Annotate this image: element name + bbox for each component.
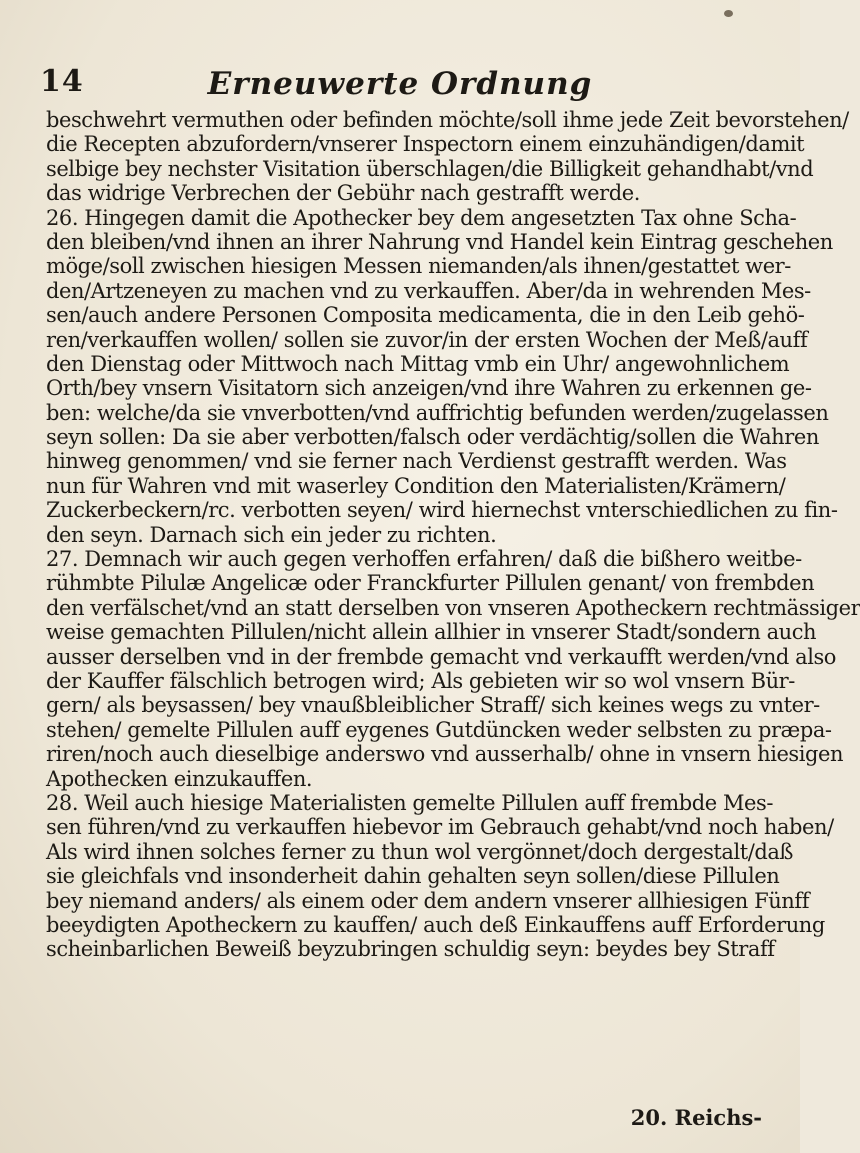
text-line: 28. Weil auch hiesige Materialisten gemelte Pillulen auff frembde Mes- bbox=[46, 790, 773, 815]
text-line: 26. Hingegen damit die Apothecker bey dem angesetzten Tax ohne Scha- bbox=[46, 205, 797, 230]
text-line: bey niemand anders/ als einem oder dem andern vnserer allhiesigen Fünff bbox=[46, 888, 810, 913]
text-line: den Dienstag oder Mittwoch nach Mittag vmb ein Uhr/ angewohnlichem bbox=[46, 351, 790, 376]
running-title: Erneuwerte Ordnung bbox=[207, 66, 593, 102]
text-line: stehen/ gemelte Pillulen auff eygenes Gutdüncken weder selbsten zu præpa- bbox=[46, 717, 832, 742]
text-line: das widrige Verbrechen der Gebühr nach gestrafft werde. bbox=[46, 181, 640, 206]
text-line: Als wird ihnen solches ferner zu thun wol vergönnet/doch dergestalt/daß bbox=[46, 839, 793, 864]
text-line: riren/noch auch dieselbige anderswo vnd ausserhalb/ ohne in vnsern hiesigen bbox=[46, 742, 844, 767]
text-line: den verfälschet/vnd an statt derselben von vnseren Apotheckern rechtmässiger bbox=[46, 595, 860, 620]
paper-speck bbox=[724, 10, 733, 17]
running-head bbox=[40, 62, 760, 102]
text-line: beeydigten Apotheckern zu kauffen/ auch deß Einkauffens auff Erforderung bbox=[46, 912, 825, 937]
text-line: den bleiben/vnd ihnen an ihrer Nahrung vnd Handel kein Eintrag geschehen bbox=[46, 229, 833, 254]
text-line: Zuckerbeckern/rc. verbotten seyen/ wird hiernechst vnterschiedlichen zu fin- bbox=[46, 498, 838, 523]
text-line: sie gleichfals vnd insonderheit dahin gehalten seyn sollen/diese Pillulen bbox=[46, 864, 780, 889]
text-line: möge/soll zwischen hiesigen Messen niemanden/als ihnen/gestattet wer- bbox=[46, 254, 791, 279]
catchword: 20. Reichs- bbox=[630, 1105, 762, 1130]
text-line: den/Artzeneyen zu machen vnd zu verkauffen. Aber/da in wehrenden Mes- bbox=[46, 278, 811, 303]
text-line: rühmbte Pilulæ Angelicæ oder Franckfurter Pillulen genant/ von frembden bbox=[46, 571, 815, 596]
text-line: nun für Wahren vnd mit waserley Condition den Materialisten/Krämern/ bbox=[46, 473, 786, 498]
text-line: der Kauffer fälschlich betrogen wird; Als gebieten wir so wol vnsern Bür- bbox=[46, 668, 795, 693]
page-number: 14 bbox=[40, 64, 84, 99]
text-line: gern/ als beysassen/ bey vnaußbleiblicher Straff/ sich keines wegs zu vnter- bbox=[46, 693, 820, 718]
text-line: Apothecken einzukauffen. bbox=[46, 766, 313, 791]
text-line: sen führen/vnd zu verkauffen hiebevor im Gebrauch gehabt/vnd noch haben/ bbox=[46, 815, 834, 840]
body-text bbox=[46, 108, 860, 962]
text-line: ben: welche/da sie vnverbotten/vnd auffrichtig befunden werden/zugelassen bbox=[46, 400, 829, 425]
text-line: ren/verkauffen wollen/ sollen sie zuvor/in der ersten Wochen der Meß/auff bbox=[46, 327, 808, 352]
text-line: hinweg genommen/ vnd sie ferner nach Verdienst gestrafft werden. Was bbox=[46, 449, 787, 474]
text-line: seyn sollen: Da sie aber verbotten/falsch oder verdächtig/sollen die Wahren bbox=[46, 425, 819, 450]
text-line: den seyn. Darnach sich ein jeder zu richten. bbox=[46, 522, 497, 547]
text-line: sen/auch andere Personen Composita medicamenta, die in den Leib gehö- bbox=[46, 303, 805, 328]
text-line: scheinbarlichen Beweiß beyzubringen schuldig seyn: beydes bey Straff bbox=[46, 937, 775, 962]
text-line: die Recepten abzufordern/vnserer Inspectorn einem einzuhändigen/damit bbox=[46, 132, 805, 157]
text-line: Orth/bey vnsern Visitatorn sich anzeigen/vnd ihre Wahren zu erkennen ge- bbox=[46, 376, 812, 401]
text-line: weise gemachten Pillulen/nicht allein allhier in vnserer Stadt/sondern auch bbox=[46, 620, 817, 645]
text-line: selbige bey nechster Visitation überschlagen/die Billigkeit gehandhabt/vnd bbox=[46, 156, 814, 181]
text-line: ausser derselben vnd in der frembde gemacht vnd verkaufft werden/vnd also bbox=[46, 644, 836, 669]
text-line: 27. Demnach wir auch gegen verhoffen erfahren/ daß die bißhero weitbe- bbox=[46, 547, 802, 572]
text-line: beschwehrt vermuthen oder befinden möchte/soll ihme jede Zeit bevorstehen/ bbox=[46, 108, 849, 132]
